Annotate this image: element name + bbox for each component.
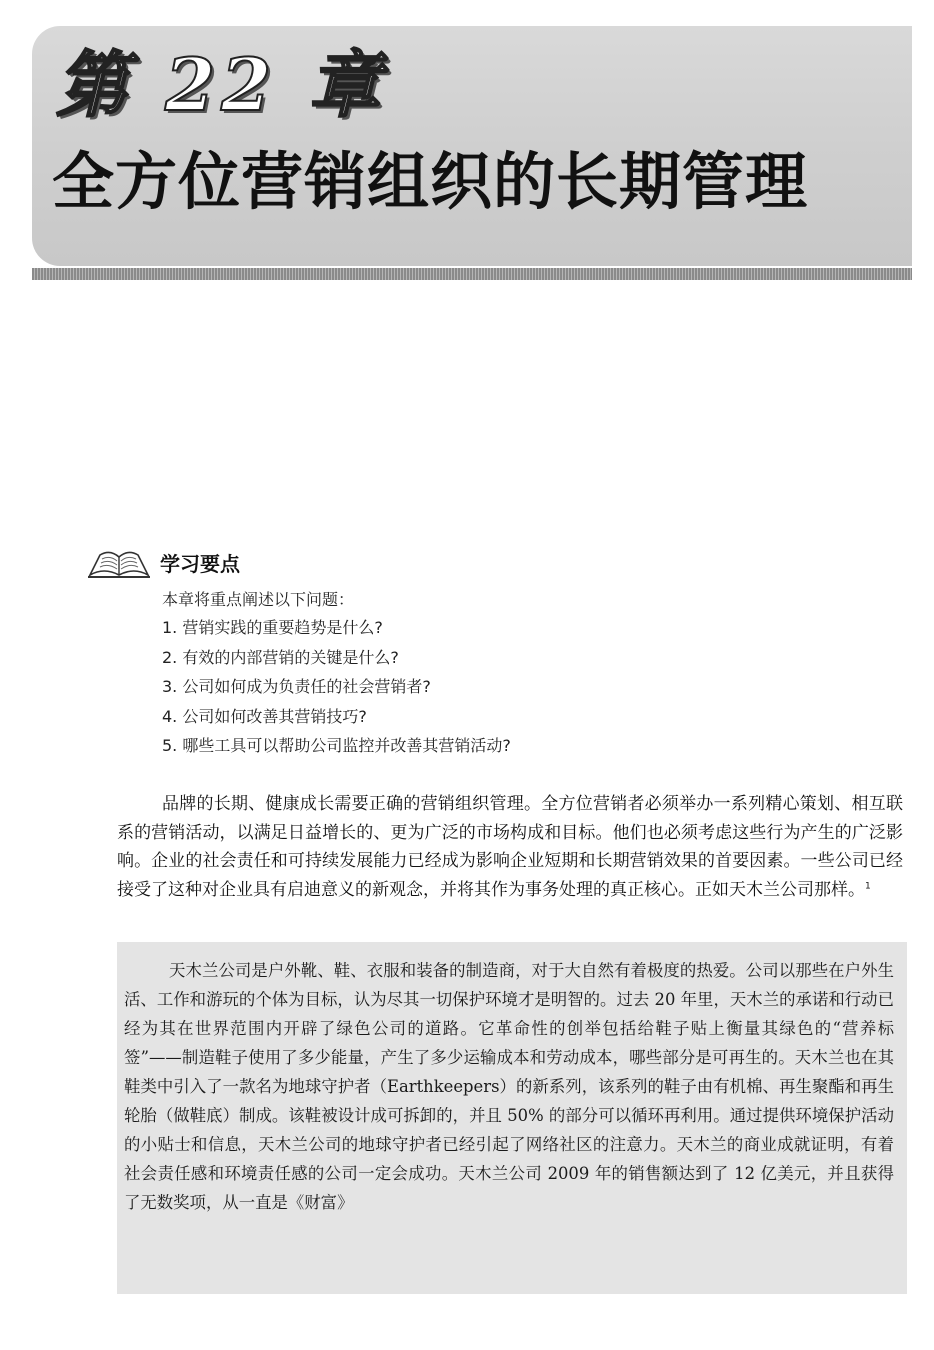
chapter-number: 第 22 章 — [56, 42, 387, 127]
case-study-text: 天木兰公司是户外靴、鞋、衣服和装备的制造商，对于大自然有着极度的热爱。公司以那些在户外生活、工作和游玩的个体为目标，认为尽其一切保护环境才是明智的。过去 20 年里，天木兰的承诺和行动已经为其在世界范围内开辟了绿色公司的道路。它革命性的创举包括给鞋子贴上衡量其绿色的“营养标签”——制造鞋子使用了多少能量，产生了多少运输成本和劳动成本，哪些部分是可再生的。天木兰也在其鞋类中引入了一款名为地球守护者（Earthkeepers）的新系列，该系列的鞋子由有机棉、再生聚酯和再生轮胎（做鞋底）制成。该鞋被设计成可拆卸的，并且 50% 的部分可以循环再利用。通过提供环境保护活动的小贴士和信息，天木兰公司的地球守护者已经引起了网络社区的注意力。天木兰的商业成就证明，有着社会责任感和环境责任感的公司一定会成功。天木兰公司 2009 年的销售额达到了 12 亿美元，并且获得了无数奖项，从一直是《财富》 — [124, 961, 894, 1212]
list-item: 3. 公司如何成为负责任的社会营销者? — [162, 677, 431, 696]
header-divider — [32, 268, 912, 280]
list-item: 1. 营销实践的重要趋势是什么? — [162, 618, 383, 637]
section-label: 学习要点 — [160, 551, 240, 576]
chapter-title: 全方位营销组织的长期管理 — [52, 145, 809, 218]
footnote-marker: 1 — [865, 881, 871, 892]
learning-points-intro: 本章将重点阐述以下问题： — [162, 590, 355, 609]
list-item: 2. 有效的内部营销的关键是什么? — [162, 647, 399, 667]
learning-points-heading — [88, 545, 240, 579]
open-book-icon — [88, 545, 150, 579]
body-text: 品牌的长期、健康成长需要正确的营销组织管理。全方位营销者必须举办一系列精心策划、相互联系的营销活动，以满足日益增长的、更为广泛的市场构成和目标。他们也必须考虑这些行为产生的广泛影响。企业的社会责任和可持续发展能力已经成为影响企业短期和长期营销效果的首要因素。一些公司已经接受了这种对企业具有启迪意义的新观念，并将其作为事务处理的真正核心。正如天木兰公司那样。 — [117, 794, 903, 900]
list-item: 4. 公司如何改善其营销技巧? — [162, 706, 367, 726]
list-item: 5. 哪些工具可以帮助公司监控并改善其营销活动? — [162, 736, 511, 755]
body-paragraph — [117, 790, 903, 904]
question-list — [162, 613, 511, 761]
